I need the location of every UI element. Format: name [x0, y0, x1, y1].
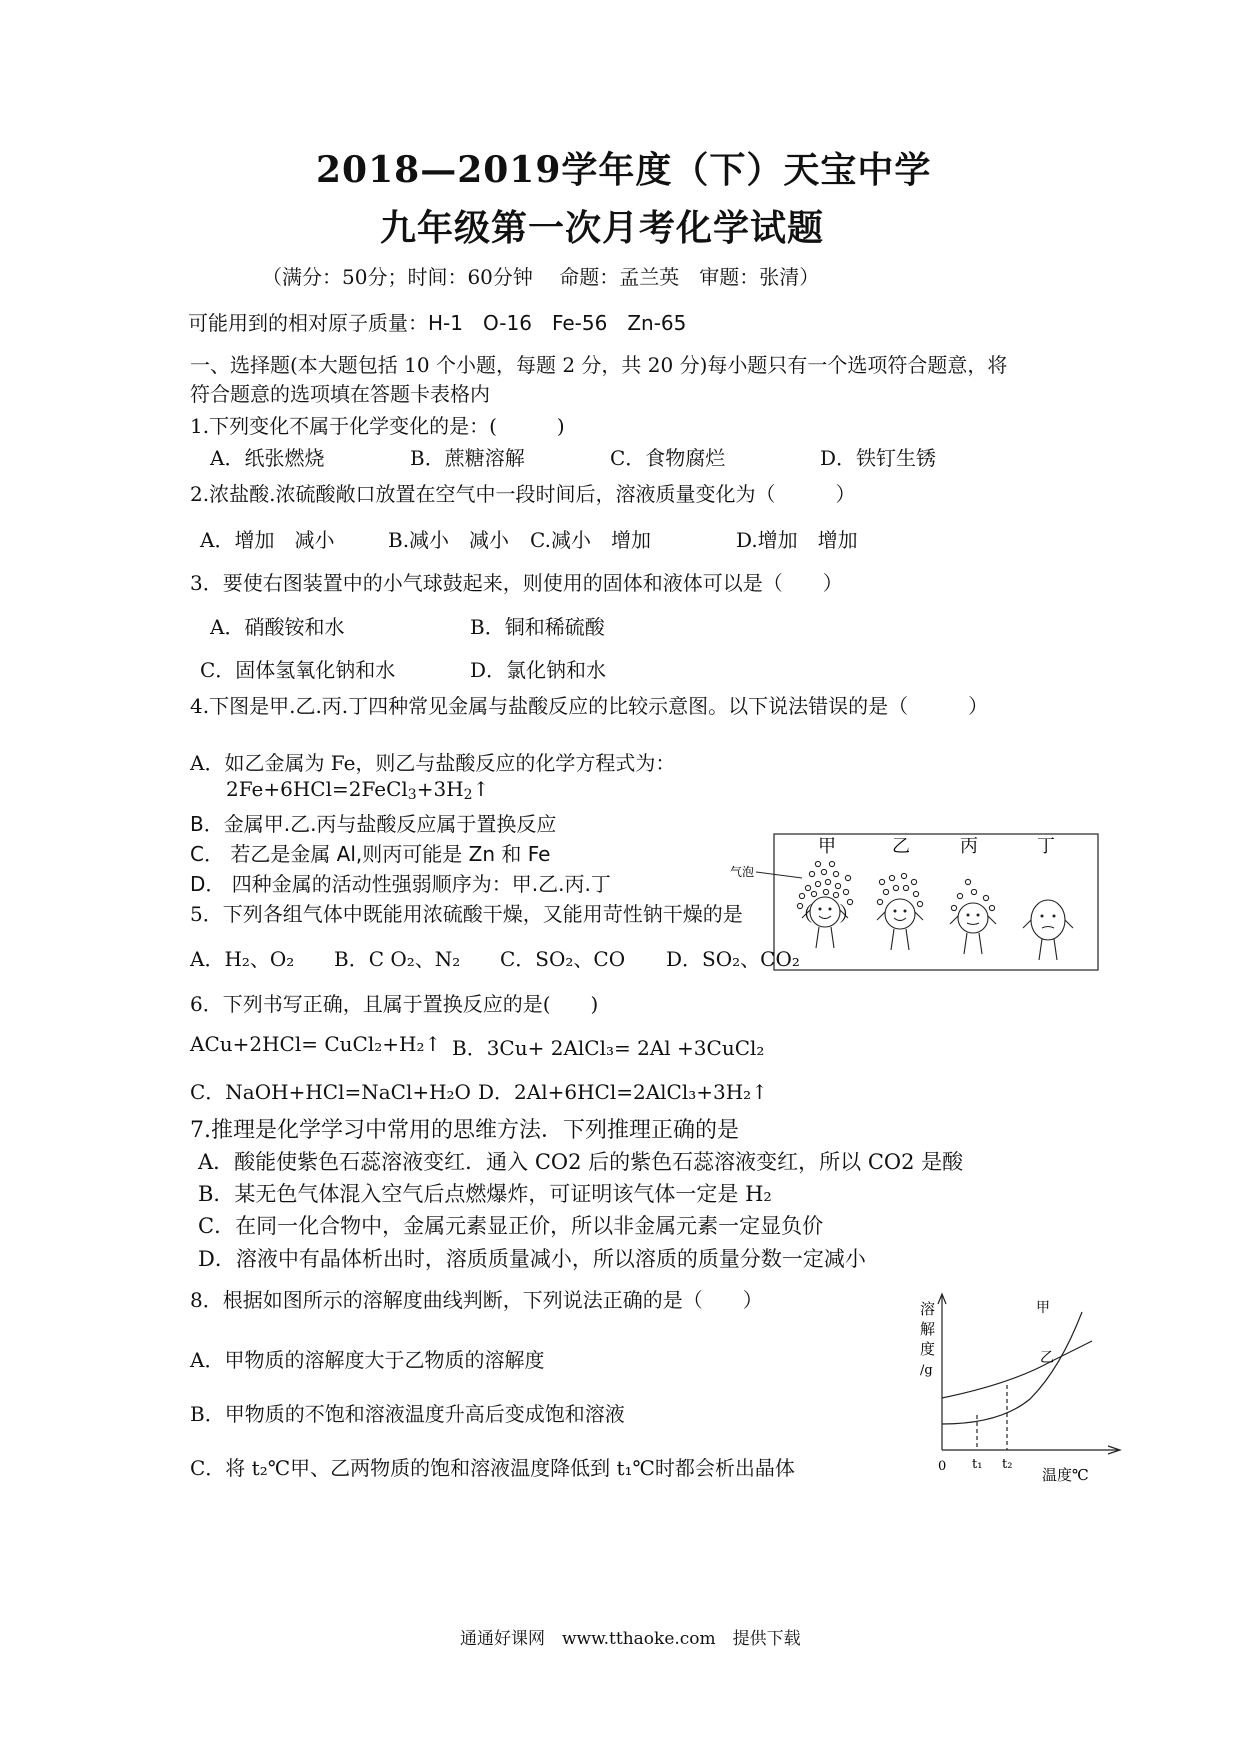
q7-stem: 7.推理是化学学习中常用的思维方法．下列推理正确的是	[190, 1118, 739, 1143]
y-label-4: /g	[920, 1363, 933, 1378]
q5-option-a: A．H₂、O₂	[190, 947, 295, 971]
metal-yi-bubbles	[877, 873, 922, 906]
y-label-1: 溶	[920, 1300, 936, 1318]
q1-option-b: B．蔗糖溶解	[410, 446, 525, 470]
label-jia: 甲	[818, 836, 836, 857]
q7-option-d: D．溶液中有晶体析出时，溶质质量减小，所以溶质的质量分数一定减小	[198, 1247, 866, 1271]
q4-option-a: A．如乙金属为 Fe，则乙与盐酸反应的化学方程式为：	[190, 751, 676, 775]
solubility-curve-figure	[900, 1284, 1130, 1484]
q8-option-c: C．将 t₂℃甲、乙两物质的饱和溶液温度降低到 t₁℃时都会析出晶体	[190, 1456, 795, 1480]
exam-title-line2: 九年级第一次月考化学试题	[380, 207, 825, 249]
origin-label: 0	[938, 1459, 947, 1474]
q6-option-c: C．NaOH+HCl=NaCl+H₂O	[190, 1080, 471, 1104]
q4-option-d: D． 四种金属的活动性强弱顺序为：甲.乙.丙.丁	[190, 872, 611, 896]
q8-option-a: A．甲物质的溶解度大于乙物质的溶解度	[190, 1348, 545, 1372]
y-label-3: 度	[920, 1340, 936, 1358]
exam-title-line1: 2018—2019学年度（下）天宝中学	[316, 149, 932, 191]
section1-instructions-line2: 符合题意的选项填在答题卡表格内	[190, 382, 490, 406]
q1-option-a: A．纸张燃烧	[210, 446, 325, 470]
t1-label: t₁	[972, 1457, 983, 1472]
q4-option-a-equation: $2Fe+6HCl=2FeCl_3+3H_2↑$	[226, 777, 490, 803]
metal-bing-face	[958, 903, 988, 933]
label-ding: 丁	[1037, 836, 1055, 857]
page-footer: 通通好课网 www.tthaoke.com 提供下载	[460, 1629, 801, 1649]
q7-option-c: C．在同一化合物中，金属元素显正价，所以非金属元素一定显负价	[198, 1214, 824, 1238]
q4-option-b: B．金属甲.乙.丙与盐酸反应属于置换反应	[190, 812, 557, 836]
q8-stem: 8．根据如图所示的溶解度曲线判断，下列说法正确的是（ ）	[190, 1288, 763, 1312]
metal-yi-face	[885, 899, 915, 929]
q2-option-d: D.增加 增加	[736, 528, 858, 552]
q3-option-c: C．固体氢氧化钠和水	[200, 658, 396, 682]
label-yi: 乙	[892, 836, 910, 857]
x-axis-label: 温度℃	[1042, 1466, 1089, 1484]
q6-stem: 6．下列书写正确，且属于置换反应的是( )	[190, 992, 599, 1016]
q1-option-c: C．食物腐烂	[610, 446, 726, 470]
exam-meta: （满分：50分；时间：60分钟 命题：孟兰英 审题：张清）	[262, 265, 820, 289]
curve-jia-label: 甲	[1036, 1300, 1050, 1316]
q3-option-d: D．氯化钠和水	[470, 658, 607, 682]
q5-stem: 5．下列各组气体中既能用浓硫酸干燥，又能用苛性钠干燥的是 （ ）	[190, 902, 860, 926]
q1-option-d: D．铁钉生锈	[820, 446, 937, 470]
q7-option-a: A．酸能使紫色石蕊溶液变红．通入 CO2 后的紫色石蕊溶液变红，所以 CO2 是酸	[198, 1150, 964, 1174]
q6-option-b: B．3Cu+ 2AlCl₃= 2Al +3CuCl₂	[452, 1036, 765, 1060]
curve-jia	[942, 1312, 1082, 1424]
q6-option-a: ACu+2HCl= CuCl₂+H₂↑	[190, 1032, 442, 1056]
q2-option-a: A．增加 减小	[200, 528, 335, 552]
atomic-masses: 可能用到的相对原子质量：H-1 O-16 Fe-56 Zn-65	[188, 311, 687, 335]
curve-yi	[942, 1341, 1092, 1398]
q7-option-b: B．某无色气体混入空气后点燃爆炸，可证明该气体一定是 H₂	[198, 1182, 772, 1206]
label-bing: 丙	[960, 836, 978, 857]
section1-instructions-line1: 一、选择题(本大题包括 10 个小题，每题 2 分，共 20 分)每小题只有一个选项符合题意，将	[190, 353, 1008, 377]
q2-option-c: C.减小 增加	[530, 528, 651, 552]
q2-option-b: B.减小 减小	[388, 528, 510, 552]
q1-stem: 1.下列变化不属于化学变化的是：( )	[190, 414, 565, 438]
t2-label: t₂	[1002, 1457, 1013, 1472]
q4-option-c: C． 若乙是金属 Al,则丙可能是 Zn 和 Fe	[190, 842, 551, 866]
bubble-label: 气泡	[730, 865, 755, 879]
q2-stem: 2.浓盐酸.浓硫酸敞口放置在空气中一段时间后，溶液质量变化为（ ）	[190, 482, 856, 506]
q5-option-c: C．SO₂、CO	[500, 947, 626, 971]
curve-yi-label: 乙	[1040, 1350, 1054, 1366]
q3-option-b: B．铜和稀硫酸	[470, 615, 605, 639]
q4-stem: 4.下图是甲.乙.丙.丁四种常见金属与盐酸反应的比较示意图。以下说法错误的是（ ）	[190, 694, 989, 718]
q6-option-d: D．2Al+6HCl=2AlCl₃+3H₂↑	[478, 1080, 768, 1104]
q3-stem: 3．要使右图装置中的小气球鼓起来，则使用的固体和液体可以是（ ）	[190, 571, 843, 595]
q5-option-b: B．C O₂、N₂	[334, 947, 461, 971]
q8-option-b: B．甲物质的不饱和溶液温度升高后变成饱和溶液	[190, 1402, 625, 1426]
metal-ding-face	[1031, 900, 1065, 940]
bubble-pointer	[756, 872, 802, 878]
metal-bing-bubbles	[951, 879, 994, 910]
metal-jia-leg	[816, 927, 819, 948]
y-label-2: 解	[920, 1320, 936, 1338]
q5-option-d: D．SO₂、CO₂	[666, 947, 800, 971]
q3-option-a: A．硝酸铵和水	[210, 615, 345, 639]
